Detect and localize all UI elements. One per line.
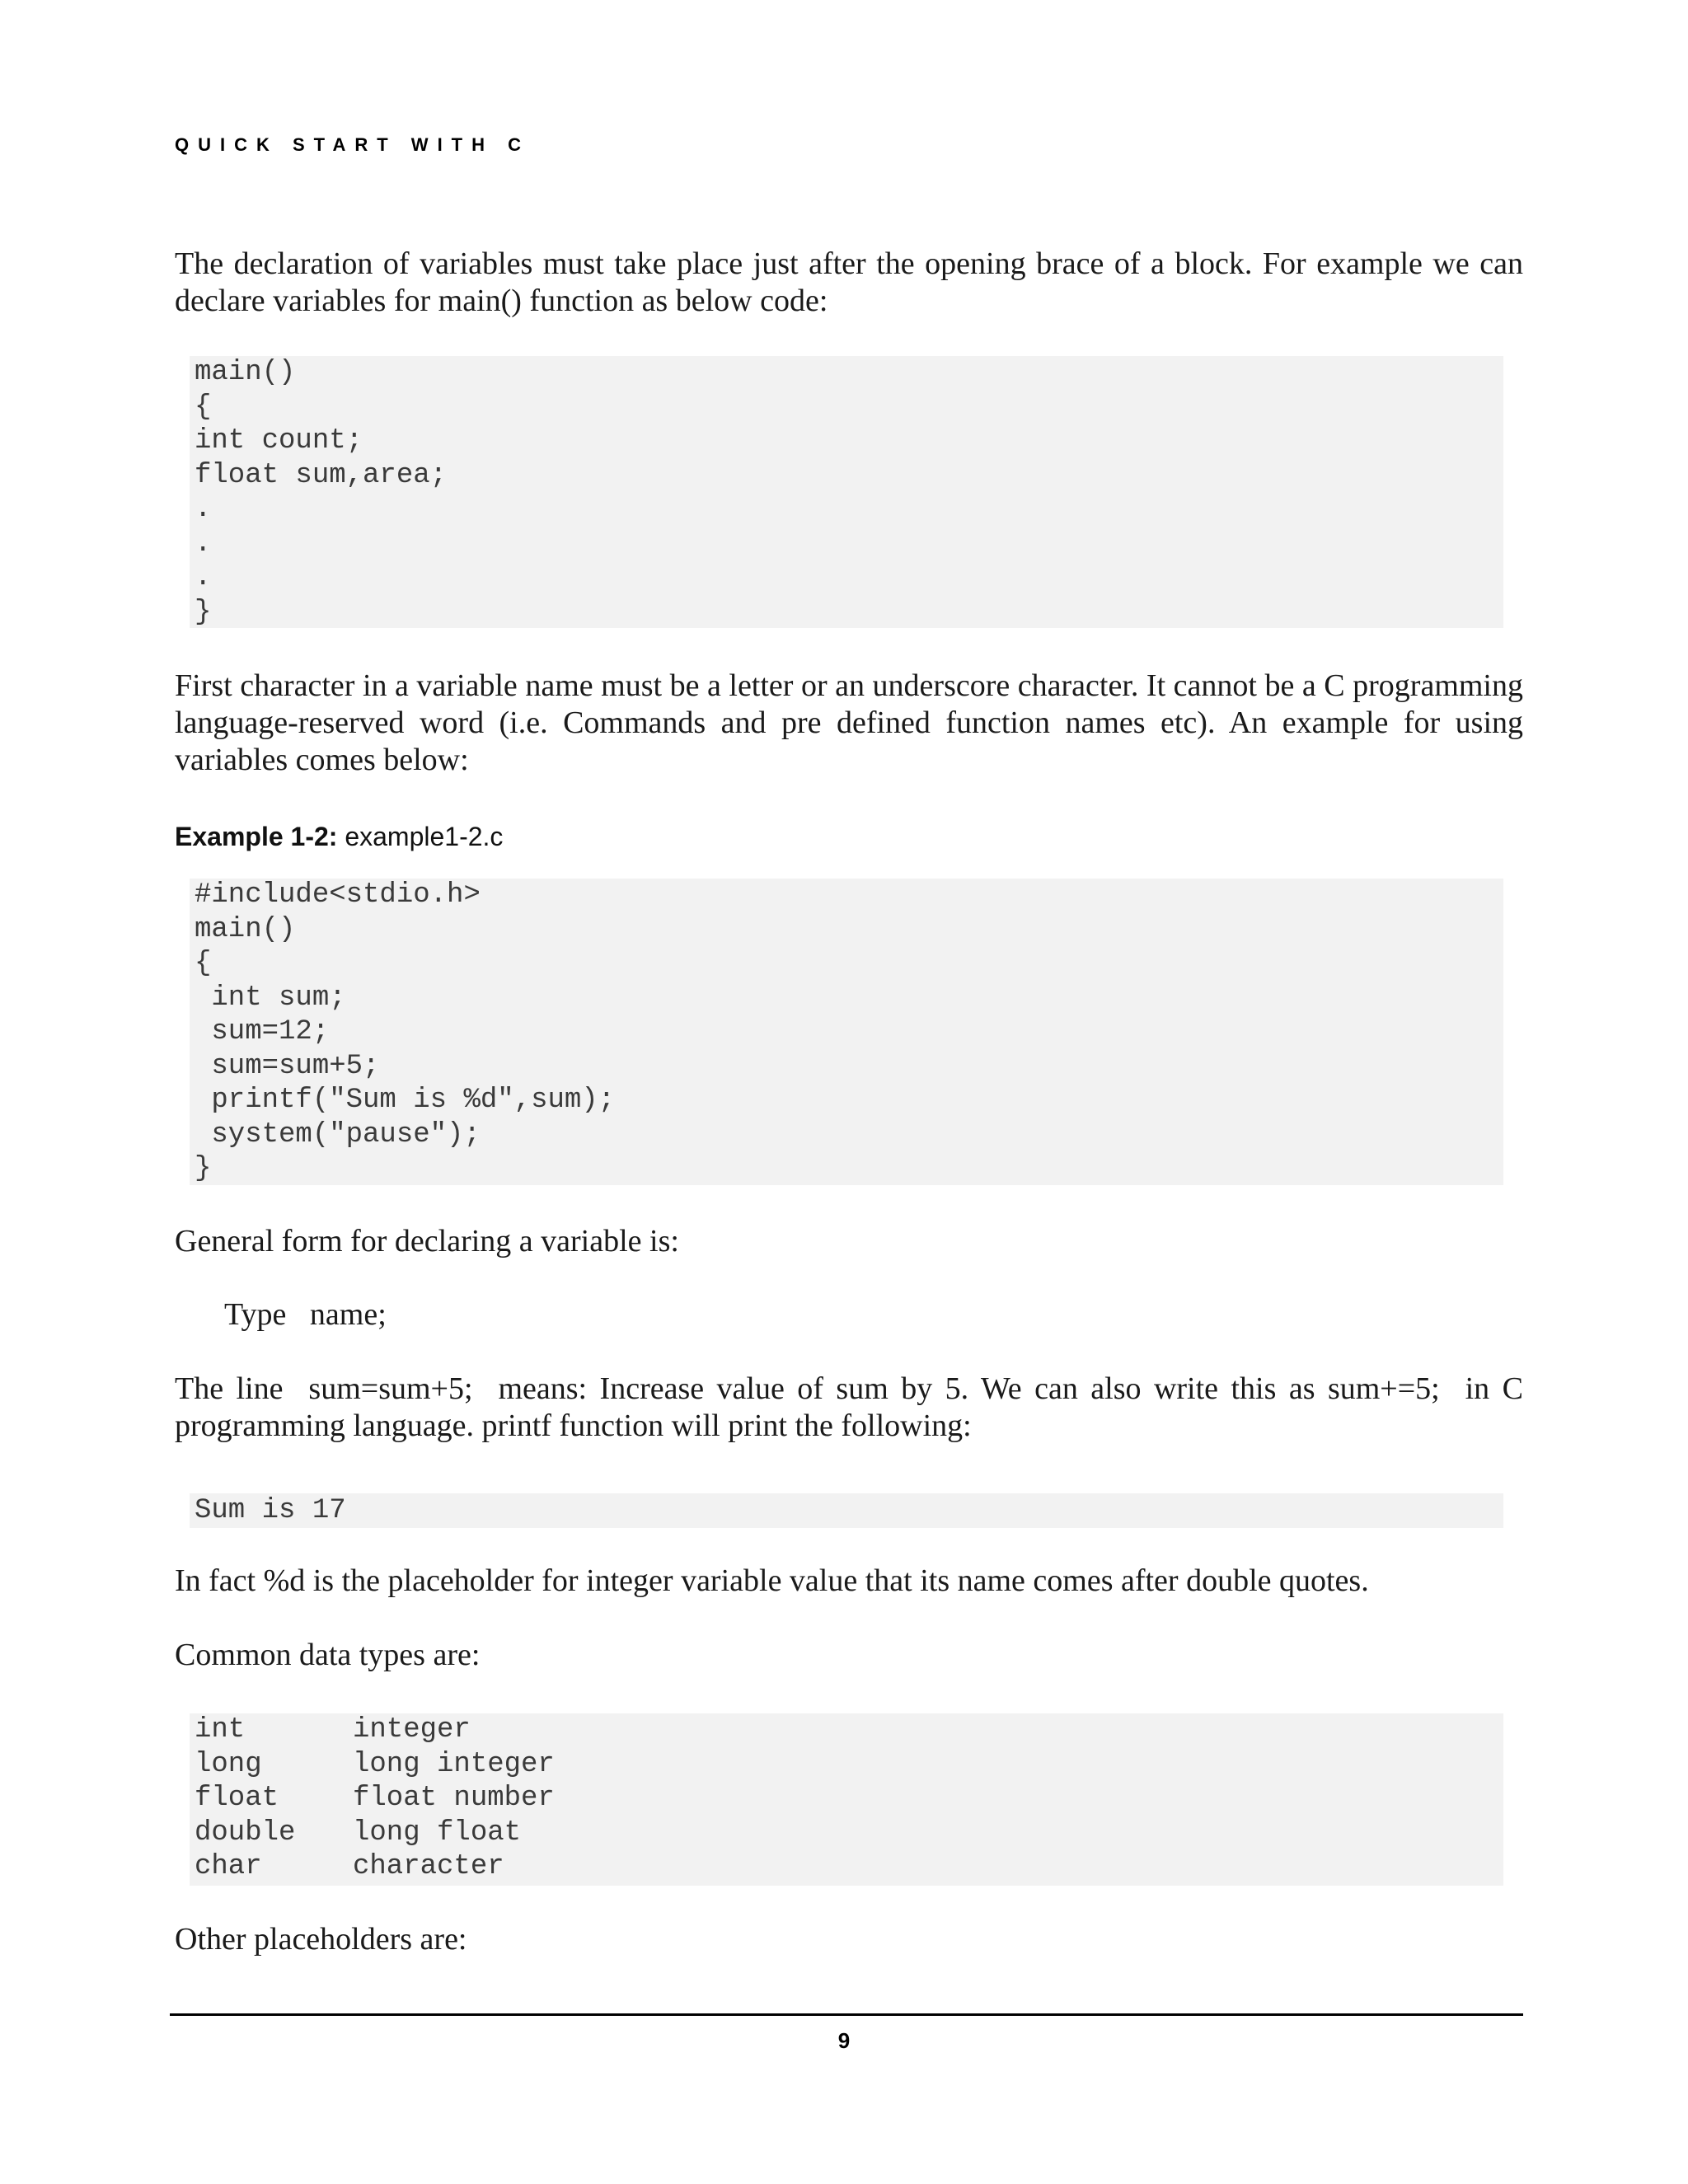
output-line: Sum is 17	[195, 1495, 346, 1526]
data-types-intro: Common data types are:	[175, 1638, 481, 1672]
data-type-row	[195, 1816, 1498, 1851]
footer-divider	[170, 2013, 1523, 2016]
code-line: }	[195, 1153, 212, 1184]
type-keyword: long	[195, 1748, 262, 1780]
output-block	[190, 1493, 1503, 1528]
code-line: .	[195, 494, 212, 525]
example-filename: example1-2.c	[337, 822, 504, 851]
code-block-declaration	[190, 356, 1503, 628]
data-type-row	[195, 1782, 1498, 1816]
example-number: Example 1-2:	[175, 822, 338, 851]
data-types-block	[190, 1713, 1503, 1886]
type-keyword: double	[195, 1816, 296, 1849]
type-description: long integer	[353, 1748, 555, 1780]
type-keyword: int	[195, 1714, 246, 1746]
code-line: int count;	[195, 425, 363, 457]
code-line: main()	[195, 913, 296, 945]
code-line: int sum;	[195, 982, 346, 1014]
increment-paragraph: The line sum=sum+5; means: Increase value of sum by 5. We can also write this as sum+=5; in C programming language. printf function will print the following:	[175, 1371, 1531, 1443]
code-line: {	[195, 948, 212, 979]
code-line: sum=12;	[195, 1016, 330, 1047]
type-description: character	[353, 1851, 504, 1882]
data-type-row	[195, 1748, 1498, 1783]
type-keyword: float	[195, 1783, 279, 1814]
code-line: float sum,area;	[195, 459, 448, 491]
type-description: long float	[353, 1816, 522, 1849]
code-line: sum=sum+5;	[195, 1050, 380, 1082]
code-line: printf("Sum is %d",sum);	[195, 1085, 616, 1116]
type-keyword: char	[195, 1851, 262, 1882]
running-header: QUICK START WITH C	[175, 134, 531, 155]
general-form-paragraph: General form for declaring a variable is:	[175, 1224, 679, 1258]
variable-name-paragraph: First character in a variable name must be a letter or an underscore character. It cannot be a C programming language-reserved word (i.e. Commands and pre defined function names etc). An example for using variables comes below:	[175, 668, 1523, 777]
code-line: #include<stdio.h>	[195, 879, 481, 911]
code-line: {	[195, 391, 212, 423]
placeholder-paragraph: In fact %d is the placeholder for integer variable value that its name comes after double quotes.	[175, 1563, 1369, 1598]
general-form-syntax: Type name;	[224, 1297, 387, 1332]
other-placeholders-intro: Other placeholders are:	[175, 1922, 467, 1957]
intro-paragraph: The declaration of variables must take place just after the opening brace of a block. For example we can declare variables for main() function as below code:	[175, 246, 1523, 318]
type-description: float number	[353, 1783, 555, 1814]
code-line: .	[195, 562, 212, 593]
code-line: }	[195, 596, 212, 628]
page-number: 9	[837, 2028, 851, 2053]
example-label	[175, 820, 503, 853]
type-description: integer	[353, 1714, 471, 1746]
code-line: system("pause");	[195, 1118, 481, 1151]
data-type-row	[195, 1713, 1498, 1748]
code-line: main()	[195, 357, 296, 388]
code-block-example	[190, 879, 1503, 1185]
code-line: .	[195, 527, 212, 560]
data-type-row	[195, 1850, 1498, 1885]
